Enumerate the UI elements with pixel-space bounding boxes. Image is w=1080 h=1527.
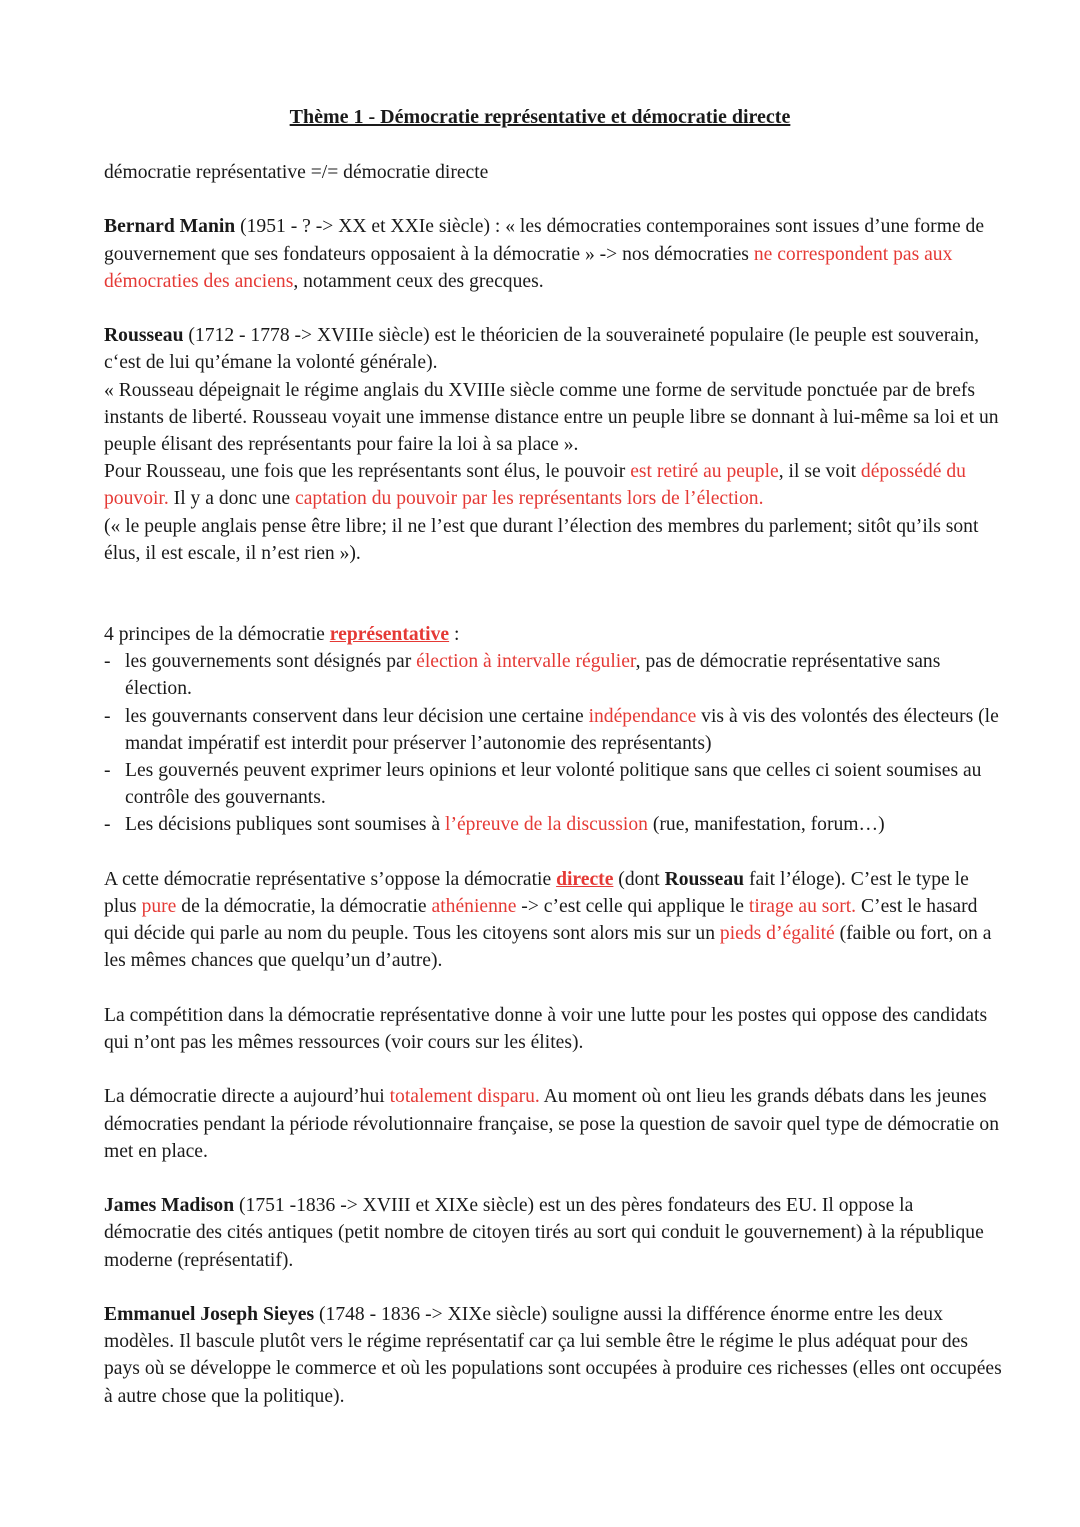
highlight-text: tirage au sort.: [748, 896, 857, 918]
highlight-text: représentative: [329, 624, 450, 646]
dash-bullet: -: [104, 705, 111, 727]
highlight-text: indépendance: [588, 705, 697, 727]
dash-bullet: -: [104, 760, 111, 782]
highlight-text: dépossédé du pouvoir.: [104, 461, 966, 510]
highlight-text: élection à intervalle régulier: [416, 651, 636, 673]
principles-list: [104, 648, 1004, 838]
dash-bullet: -: [104, 651, 111, 673]
dash-bullet: -: [104, 814, 111, 836]
highlight-text: ne correspondent pas aux démocraties des anciens: [104, 243, 953, 292]
highlight-text: captation du pouvoir par les représentants lors de l’élection.: [295, 488, 764, 510]
highlight-text: directe: [556, 868, 614, 890]
subtitle-line: démocratie représentative =/= démocratie directe: [104, 162, 489, 183]
document-body: [104, 159, 1004, 1437]
disparu-paragraph: La démocratie directe a aujourd’hui totalement disparu. Au moment où ont lieu les grands débats dans les jeunes démocraties pendant la période révolutionnaire française, se pose la question de savoir quel type de démocratie on met en place.: [104, 1086, 999, 1162]
list-item: - les gouvernants conservent dans leur décision une certaine indépendance vis à vis des volontés des électeurs (le mandat impératif est interdit pour préserver l’autonomie des représentants): [104, 703, 1004, 757]
highlight-text: est retiré au peuple: [630, 461, 779, 483]
author-name: Emmanuel Joseph Sieyes: [104, 1304, 315, 1326]
competition-paragraph: La compétition dans la démocratie représentative donne à voir une lutte pour les postes qui oppose des candidats qui n’ont pas les mêmes ressources (voir cours sur les élites).: [104, 1004, 988, 1054]
directe-paragraph: A cette démocratie représentative s’oppose la démocratie directe (dont Rousseau fait l’éloge). C’est le type le plus pure de la démocratie, la démocratie athénienne -> c’est celle qui applique le tirage au sort. C’est le hasard qui décide qui parle au nom du peuple. Tous les citoyens sont alors mis sur un pieds d’égalité (faible ou fort, on a les mêmes chances que quelqu’un d’autre).: [104, 868, 992, 972]
highlight-text: totalement disparu.: [389, 1086, 540, 1108]
list-item: - Les gouvernés peuvent exprimer leurs opinions et leur volonté politique sans que celles ci soient soumises au contrôle des gouvernants.: [104, 757, 1004, 811]
author-name: Bernard Manin: [104, 216, 236, 238]
highlight-text: pieds d’égalité: [719, 923, 835, 945]
page-title: Thème 1 - Démocratie représentative et démocratie directe: [289, 106, 791, 128]
highlight-text: l’épreuve de la discussion: [445, 814, 648, 836]
highlight-text: pure: [141, 896, 177, 918]
author-name: James Madison: [104, 1195, 235, 1217]
author-name: Rousseau: [104, 325, 184, 347]
list-item: - Les décisions publiques sont soumises à l’épreuve de la discussion (rue, manifestation, forum…): [104, 811, 1004, 838]
highlight-text: athénienne: [431, 896, 517, 918]
rousseau-paragraph: Rousseau (1712 - 1778 -> XVIIIe siècle) est le théoricien de la souveraineté populaire (le peuple est souverain, c‘est de lui qu’émane la volonté générale). « Rousseau dépeignait le régime anglais du XVIIIe siècle comme une forme de servitude ponctuée par de brefs instants de liberté. Rousseau voyait une immense distance entre un peuple libre se donnant à lui-même sa loi et un peuple élisant des représentants pour faire la loi à sa place ». Pour Rousseau, une fois que les représentants sont élus, le pouvoir est retiré au peuple, il se voit dépossédé du pouvoir. Il y a donc une captation du pouvoir par les représentants lors de l’élection. (« le peuple anglais pense être libre; il ne l’est que durant l’élection des membres du parlement; sitôt qu’ils sont élus, il est escale, il n’est rien »).: [104, 325, 999, 564]
author-name: Rousseau: [664, 868, 745, 890]
manin-paragraph: Bernard Manin (1951 - ? -> XX et XXIe siècle) : « les démocraties contemporaines sont issues d’une forme de gouvernement que ses fondateurs opposaient à la démocratie » -> nos démocraties ne correspondent pas aux démocraties des anciens, notamment ceux des grecques.: [104, 216, 985, 292]
principles-intro: 4 principes de la démocratie représentative :: [104, 624, 460, 646]
madison-paragraph: James Madison (1751 -1836 -> XVIII et XIXe siècle) est un des pères fondateurs des EU. Il oppose la démocratie des cités antiques (petit nombre de citoyen tirés au sort qui conduit le gouvernement) à la république moderne (représentatif).: [104, 1195, 984, 1271]
quote-text: « Rousseau dépeignait le régime anglais du XVIIIe siècle comme une forme de servitude ponctuée par de brefs instants de liberté. Rousseau voyait une immense distance entre un peuple libre se donnant à lui-même sa loi et un peuple élisant des représentants pour faire la loi à sa place ».: [104, 379, 999, 455]
sieyes-paragraph: Emmanuel Joseph Sieyes (1748 - 1836 -> XIXe siècle) souligne aussi la différence énorme entre les deux modèles. Il bascule plutôt vers le régime représentatif car ça lui semble être le régime le plus adéquat pour des pays où se développe le commerce et où les populations sont occupées à produire ces richesses (elles ont occupées à autre chose que la politique).: [104, 1304, 1002, 1407]
list-item: - les gouvernements sont désignés par élection à intervalle régulier, pas de démocratie représentative sans élection.: [104, 648, 1004, 702]
